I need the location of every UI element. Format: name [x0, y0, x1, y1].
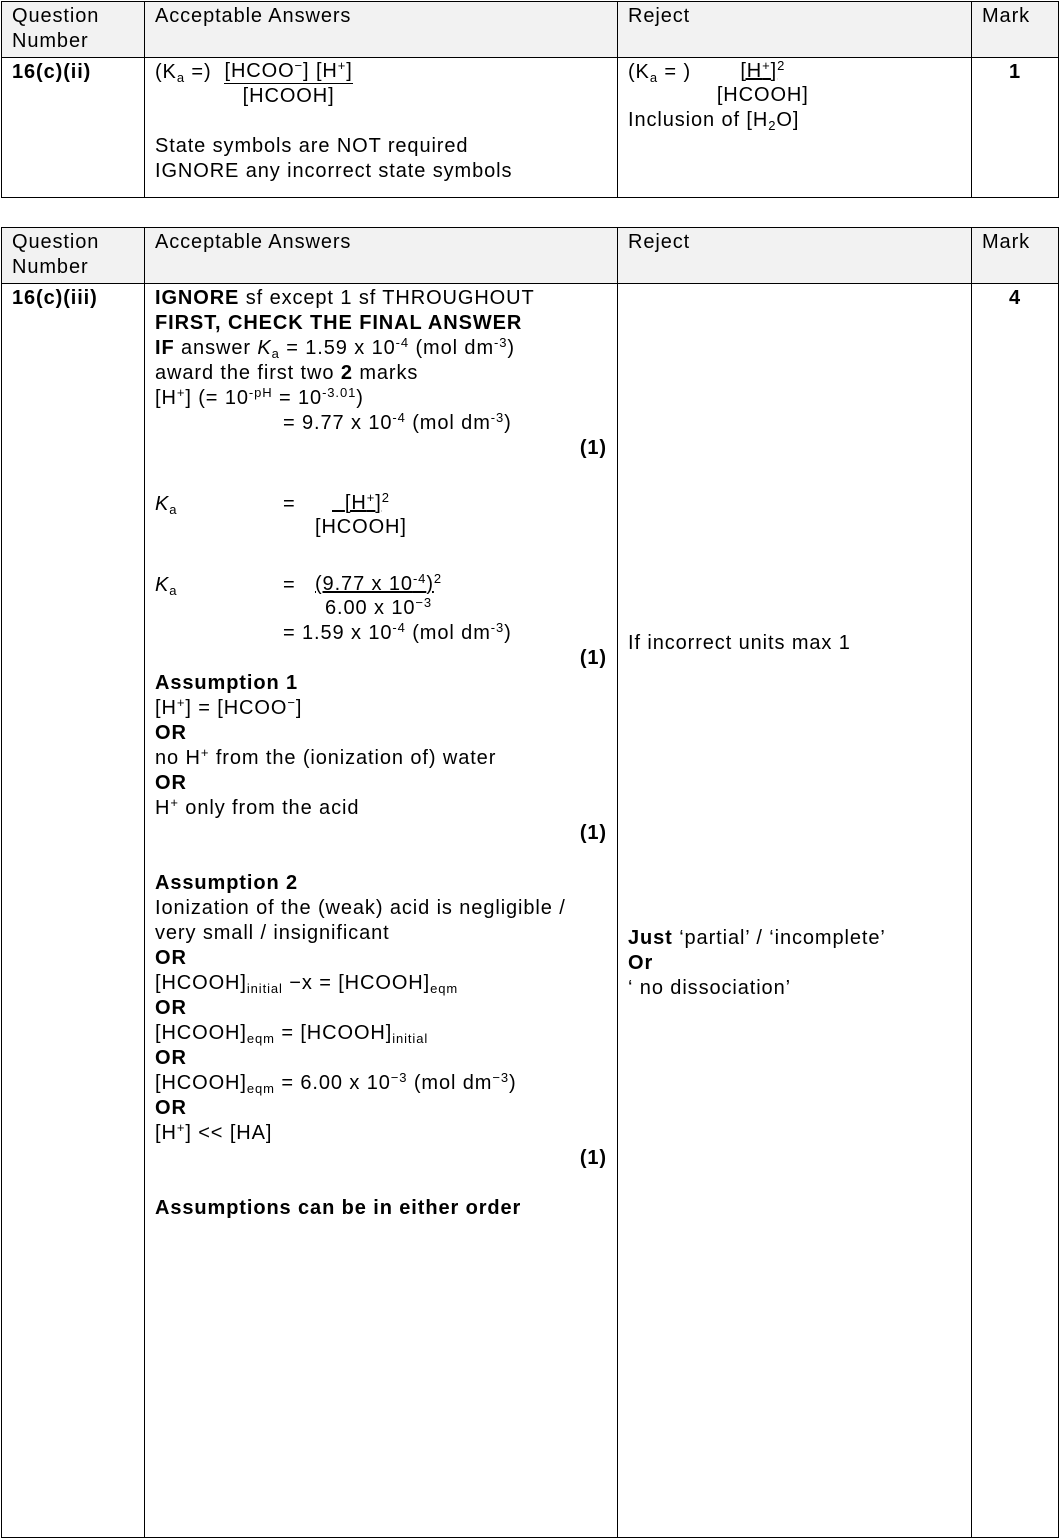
question-number: 16(c)(ii) — [2, 58, 145, 198]
mark-1b: (1) — [579, 647, 607, 669]
header-row — [2, 228, 1059, 284]
reject-just-partial: Just ‘partial’ / ‘incomplete’ — [628, 927, 886, 949]
mark-scheme-table-ii — [1, 1, 1059, 198]
acceptable-answers — [145, 284, 618, 1538]
first-check-line: FIRST, CHECK THE FINAL ANSWER — [155, 312, 523, 334]
header-answers: Acceptable Answers — [145, 228, 618, 284]
ignore-state-symbols-note: IGNORE any incorrect state symbols — [155, 160, 513, 182]
mark-scheme-table-iii — [1, 227, 1059, 1538]
mark-1a: (1) — [579, 437, 607, 459]
assumption-2-option-e: [H+] << [HA] — [155, 1120, 273, 1144]
question-number: 16(c)(iii) — [2, 284, 145, 1538]
award-line: award the first two 2 marks — [155, 362, 419, 384]
or-label: OR — [155, 722, 187, 744]
or-label: OR — [155, 772, 187, 794]
ka-formula: $K_a$ = $[H^+]^2$ [HCOOH] — [155, 490, 407, 538]
reject-no-dissociation: ‘ no dissociation’ — [628, 977, 791, 999]
assumption-2-line2: very small / insignificant — [155, 922, 390, 944]
mark-1d: (1) — [579, 1147, 607, 1169]
header-mark: Mark — [972, 2, 1059, 58]
assumption-1-heading: Assumption 1 — [155, 672, 299, 694]
assumption-2-option-d: $[HCOOH]_{eqm} = 6.00$ x $10^{-3}$ (mol $dm^{-3}$) — [155, 1070, 517, 1096]
mark-value: 4 — [972, 284, 1059, 1538]
hplus-value: = 9.77 x $10^{-4}$ (mol $dm^{-3}$) — [283, 410, 512, 434]
assumption-2-option-c: $[HCOOH]_{eqm}$ = $[HCOOH]_{initial}$ — [155, 1022, 429, 1046]
mark-1c: (1) — [579, 822, 607, 844]
header-question: Question Number — [2, 2, 145, 58]
if-answer-line: IF answer $K_a = 1.59$ x $10^{-4}$ (mol $dm^{-3}$) — [155, 335, 515, 361]
mark-value: 1 — [972, 58, 1059, 198]
either-order-note: Assumptions can be in either order — [155, 1197, 522, 1219]
or-label: OR — [155, 997, 187, 1019]
answer-row — [2, 284, 1059, 1538]
assumption-2-option-b: $[HCOOH]_{initial} -x$ = $[HCOOH]_{eqm}$ — [155, 972, 459, 996]
reject-inclusion-water: Inclusion of $[H_2O]$ — [628, 109, 800, 133]
reject-or-label: Or — [628, 952, 654, 974]
assumption-1-option-b: no H+ from the (ionization of) water — [155, 745, 497, 769]
ka-substitution: $K_a$ = (9.77 x $10^{-4})^2$ 6.00 x $10^{-3}$ — [155, 571, 443, 619]
ka-substitution-fraction: (9.77 x $10^{-4})^2$ 6.00 x $10^{-3}$ — [315, 571, 443, 619]
header-question: Question Number — [2, 228, 145, 284]
header-row — [2, 2, 1059, 58]
assumption-2-line1: Ionization of the (weak) acid is negligible / — [155, 897, 566, 919]
acceptable-answers — [145, 58, 618, 198]
header-mark: Mark — [972, 228, 1059, 284]
or-label: OR — [155, 1047, 187, 1069]
ka-expression: ($K_a$ =) $\frac{[HCOO^-] [H^+]}{\text{[HCOOH]}}$ — [155, 58, 353, 107]
header-reject: Reject — [618, 228, 972, 284]
state-symbols-note: State symbols are NOT required — [155, 135, 469, 157]
ka-fraction: $\frac{[HCOO^-] [H^+]}{\text{[HCOOH]}}$ — [224, 58, 353, 107]
ignore-sf-line: IGNORE sf except 1 sf THROUGHOUT — [155, 287, 535, 309]
reject-answers — [618, 58, 972, 198]
assumption-2-heading: Assumption 2 — [155, 872, 299, 894]
header-answers: Acceptable Answers — [145, 2, 618, 58]
reject-answers — [618, 284, 972, 1538]
answer-row — [2, 58, 1059, 198]
reject-ka-expression: ($K_a$ = ) $[H^+]^2$ [HCOOH] — [628, 58, 809, 106]
hplus-equation: [H+] (= $10^{-pH} = 10^{-3.01}$) — [155, 385, 364, 409]
reject-incorrect-units: If incorrect units max 1 — [628, 632, 851, 654]
reject-fraction: $[H^+]^2$ [HCOOH] — [716, 58, 809, 106]
or-label: OR — [155, 1097, 187, 1119]
ka-result: = 1.59 x $10^{-4}$ (mol $dm^{-3}$) — [283, 620, 512, 644]
assumption-1-option-a: [H+] = [HCOO−] — [155, 695, 303, 719]
header-reject: Reject — [618, 2, 972, 58]
or-label: OR — [155, 947, 187, 969]
ka-formula-fraction: $[H^+]^2$ [HCOOH] — [315, 490, 407, 538]
assumption-1-option-c: H+ only from the acid — [155, 795, 360, 819]
